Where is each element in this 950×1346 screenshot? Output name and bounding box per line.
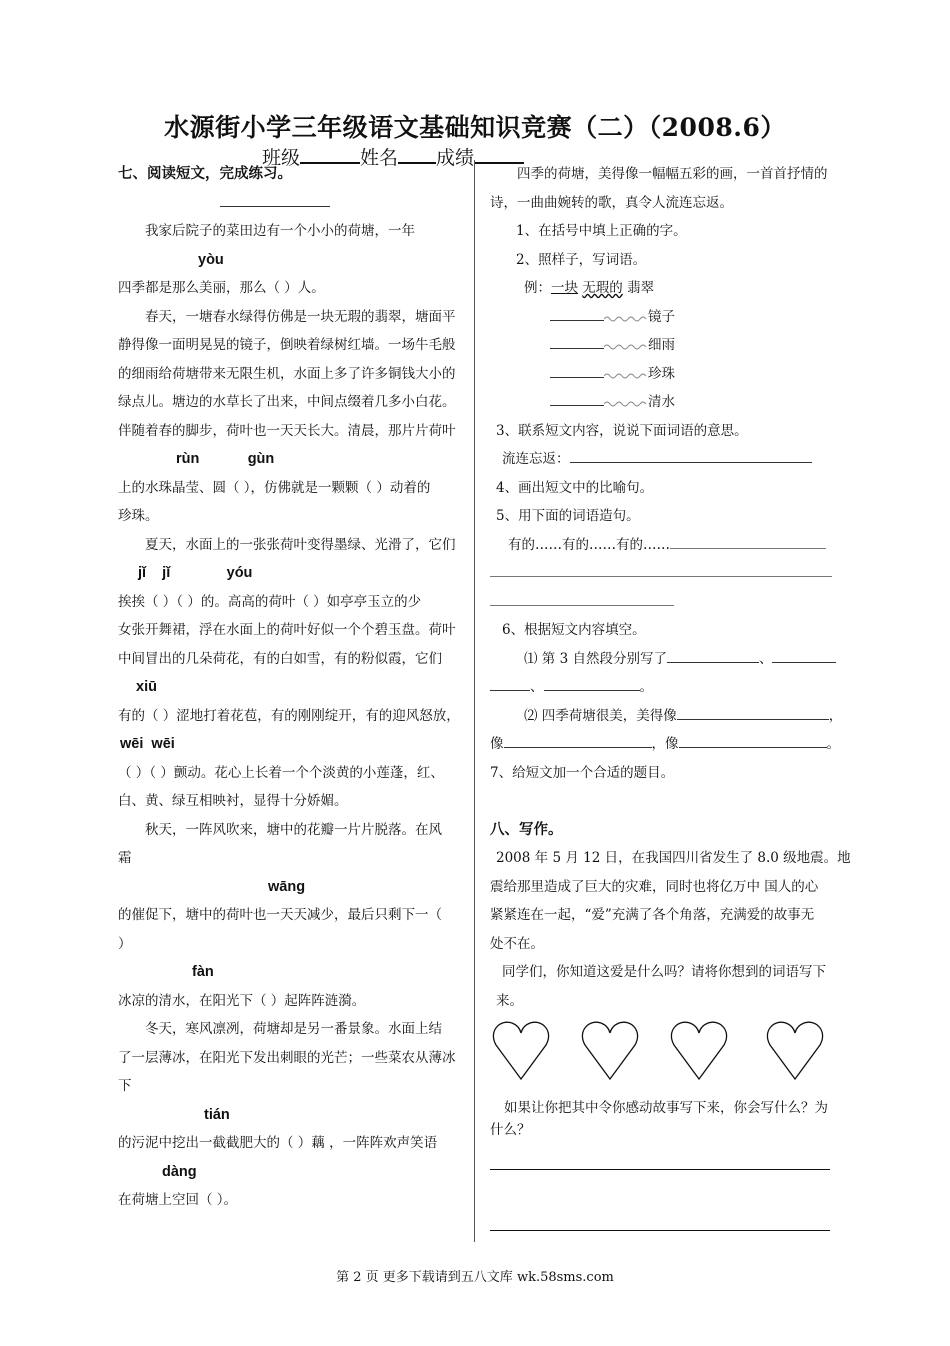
passage-line: 绿点儿。塘边的水草长了出来，中间点缀着几多小白花。 <box>118 394 456 410</box>
word-pattern-row[interactable] <box>490 331 836 360</box>
writing-prompt-line: 来。 <box>496 992 523 1009</box>
question-1: 1、在括号中填上正确的字。 <box>516 223 687 239</box>
pattern-word: 珍珠 <box>648 365 675 382</box>
writing-question-line: 什么？ <box>490 1122 531 1138</box>
pattern-word: 清水 <box>648 394 675 410</box>
example-noun: 翡翠 <box>627 280 655 296</box>
example-measure-word: 一块 <box>551 280 578 296</box>
passage-line: （ ）（ ）颤动。花心上长着一个个淡黄的小莲蓬，红、 <box>118 764 444 781</box>
section-8-title: 八、写作。 <box>490 820 563 838</box>
passage-line: 的细雨给荷塘带来无限生机，水面上多了许多铜钱大小的 <box>118 365 456 382</box>
passage-line: 下 <box>118 1078 132 1094</box>
pinyin-hint: wāng <box>268 878 306 895</box>
question-6: 6、根据短文内容填空。 <box>502 622 646 638</box>
question-6-1-text: ⑴ 第 3 自然段分别写了 <box>524 650 667 667</box>
passage-line: 白、黄、绿互相映衬，显得十分娇媚。 <box>118 793 348 809</box>
writing-question-line: 如果让你把其中令你感动故事写下来，你会写什么？为 <box>504 1100 828 1116</box>
passage-line: 冰凉的清水，在阳光下（ ）起阵阵涟漪。 <box>118 992 366 1009</box>
heart-icon[interactable] <box>766 1019 824 1081</box>
wavy-underline <box>604 370 648 380</box>
writing-prompt-line: 同学们，你知道这爱是什么吗？请将你想到的词语写下 <box>502 964 826 980</box>
wavy-underline <box>604 398 648 408</box>
sentence-words: 有的……有的……有的…… <box>508 536 670 553</box>
example-adjective: 无瑕的 <box>582 280 623 296</box>
passage-line: 夏天，水面上的一张张荷叶变得墨绿、光滑了，它们 <box>145 536 456 553</box>
passage-line: 春天，一塘春水绿得仿佛是一块无瑕的翡翠，塘面平 <box>145 308 456 325</box>
question-6-2-like: 像 <box>665 736 679 752</box>
question-6-1-cont[interactable]: 、 。 <box>490 673 836 702</box>
word-pattern-row[interactable] <box>490 388 836 417</box>
passage-line: 冬天，寒风凛冽，荷塘却是另一番景象。水面上结 <box>145 1021 442 1037</box>
heart-icon[interactable] <box>581 1019 639 1081</box>
question-5-answer[interactable] <box>490 531 836 560</box>
idiom-label: 流连忘返： <box>502 451 570 467</box>
question-6-2-like: 像 <box>490 736 504 752</box>
example-line <box>490 274 836 303</box>
question-6-2-text: ⑵ 四季荷塘很美，美得像 <box>524 707 677 724</box>
heart-icon[interactable] <box>670 1019 728 1081</box>
heart-icon[interactable] <box>492 1019 550 1081</box>
passage-line: 了一层薄冰，在阳光下发出刺眼的光芒；一些菜农从薄冰 <box>118 1049 456 1066</box>
writing-prompt-line: 紧紧连在一起，“爱”充满了各个角落，充满爱的故事无 <box>490 907 815 923</box>
pattern-word: 细雨 <box>648 337 675 353</box>
passage-line: 秋天，一阵风吹来，塘中的花瓣一片片脱落。在风 <box>145 821 442 838</box>
writing-prompt-line: 2008 年 5 月 12 日，在我国四川省发生了 8.0 级地震。地 <box>496 850 851 866</box>
passage-line: 女张开舞裙，浮在水面上的荷叶好似一个个碧玉盘。荷叶 <box>118 622 456 638</box>
class-label: 班级 <box>262 147 301 169</box>
question-6-1[interactable]: ⑴ 第 3 自然段分别写了 、 <box>490 645 836 674</box>
answer-line[interactable] <box>490 559 836 588</box>
passage-line: 中间冒出的几朵荷花，有的白如雪，有的粉似霞，它们 <box>118 650 442 667</box>
page-footer: 第 2 页 更多下载请到五八文库 wk.58sms.com <box>336 1270 614 1285</box>
passage-line: 诗，一曲曲婉转的歌，真令人流连忘返。 <box>490 194 733 211</box>
score-label: 成绩 <box>436 147 475 169</box>
word-pattern-row[interactable] <box>490 360 836 389</box>
passage-title-blank[interactable] <box>118 189 464 218</box>
heart-answer-boxes <box>490 1015 836 1091</box>
word-pattern-row[interactable] <box>490 303 836 332</box>
question-4: 4、画出短文中的比喻句。 <box>496 479 654 496</box>
pinyin-hint: dàng <box>162 1163 197 1180</box>
passage-line: 有的（ ）涩地打着花苞，有的刚刚绽开，有的迎风怒放， <box>118 707 460 724</box>
pinyin-hint: rùn gùn <box>176 451 275 467</box>
section-7-title: 七、阅读短文，完成练习。 <box>118 165 292 182</box>
passage-line: 在荷塘上空回（ ）。 <box>118 1192 238 1208</box>
wavy-underline <box>604 341 648 351</box>
reading-passage-column <box>118 160 464 1215</box>
passage-line: 挨挨（ ）（ ）的。高高的荷叶（ ）如亭亭玉立的少 <box>118 593 422 610</box>
name-label: 姓名 <box>360 147 399 169</box>
passage-line: 伴随着春的脚步，荷叶也一天天长大。清晨，那片片荷叶 <box>118 422 456 439</box>
pattern-word: 镜子 <box>648 308 675 325</box>
exercise-column <box>490 160 851 1231</box>
question-6-2-cont[interactable]: 像 ，像 。 <box>490 730 836 759</box>
answer-line[interactable] <box>490 588 836 617</box>
writing-prompt-line: 处不在。 <box>490 935 544 952</box>
pinyin-hint: xiū <box>136 679 157 695</box>
passage-line: 的催促下，塘中的荷叶也一天天减少，最后只剩下一（ <box>118 907 442 923</box>
passage-line: 珍珠。 <box>118 508 159 524</box>
page-title: 水源街小学三年级语文基础知识竞赛（二）（2008.6） <box>164 113 786 142</box>
pinyin-hint: wēi wēi <box>120 736 175 752</box>
wavy-underline <box>604 313 648 323</box>
passage-line: 四季都是那么美丽，那么（ ）人。 <box>118 280 325 296</box>
pinyin-hint: fàn <box>192 964 214 980</box>
passage-line: 霜 <box>118 850 132 866</box>
writing-prompt-line: 震给那里造成了巨大的灾难，同时也将亿万中 国人的心 <box>490 878 819 895</box>
question-3: 3、联系短文内容，说说下面词语的意思。 <box>496 422 748 439</box>
question-7: 7、给短文加一个合适的题目。 <box>490 764 675 781</box>
question-2: 2、照样子，写词语。 <box>516 251 647 268</box>
passage-line: 四季的荷塘，美得像一幅幅五彩的画，一首首抒情的 <box>517 166 828 182</box>
pinyin-hint: yòu <box>198 251 224 268</box>
pinyin-hint: tián <box>204 1106 230 1123</box>
column-divider <box>474 160 475 1242</box>
passage-line: 静得像一面明晃晃的镜子，倒映着绿树红墙。一场牛毛般 <box>118 337 456 353</box>
question-3-answer[interactable] <box>490 445 836 474</box>
writing-answer-line[interactable] <box>490 1216 830 1231</box>
question-5: 5、用下面的词语造句。 <box>496 508 640 524</box>
pinyin-hint: jǐ jǐ yóu <box>138 565 253 581</box>
question-6-2[interactable]: ⑵ 四季荷塘很美，美得像 ， <box>490 702 836 731</box>
passage-line: ） <box>118 935 132 952</box>
passage-line: 上的水珠晶莹、圆（ ），仿佛就是一颗颗（ ）动着的 <box>118 479 431 496</box>
passage-line: 的污泥中挖出一截截肥大的（ ）藕 ，一阵阵欢声笑语 <box>118 1135 438 1151</box>
writing-answer-line[interactable] <box>490 1155 830 1170</box>
example-label: 例： <box>524 280 551 296</box>
passage-line: 我家后院子的菜田边有一个小小的荷塘，一年 <box>145 223 415 239</box>
